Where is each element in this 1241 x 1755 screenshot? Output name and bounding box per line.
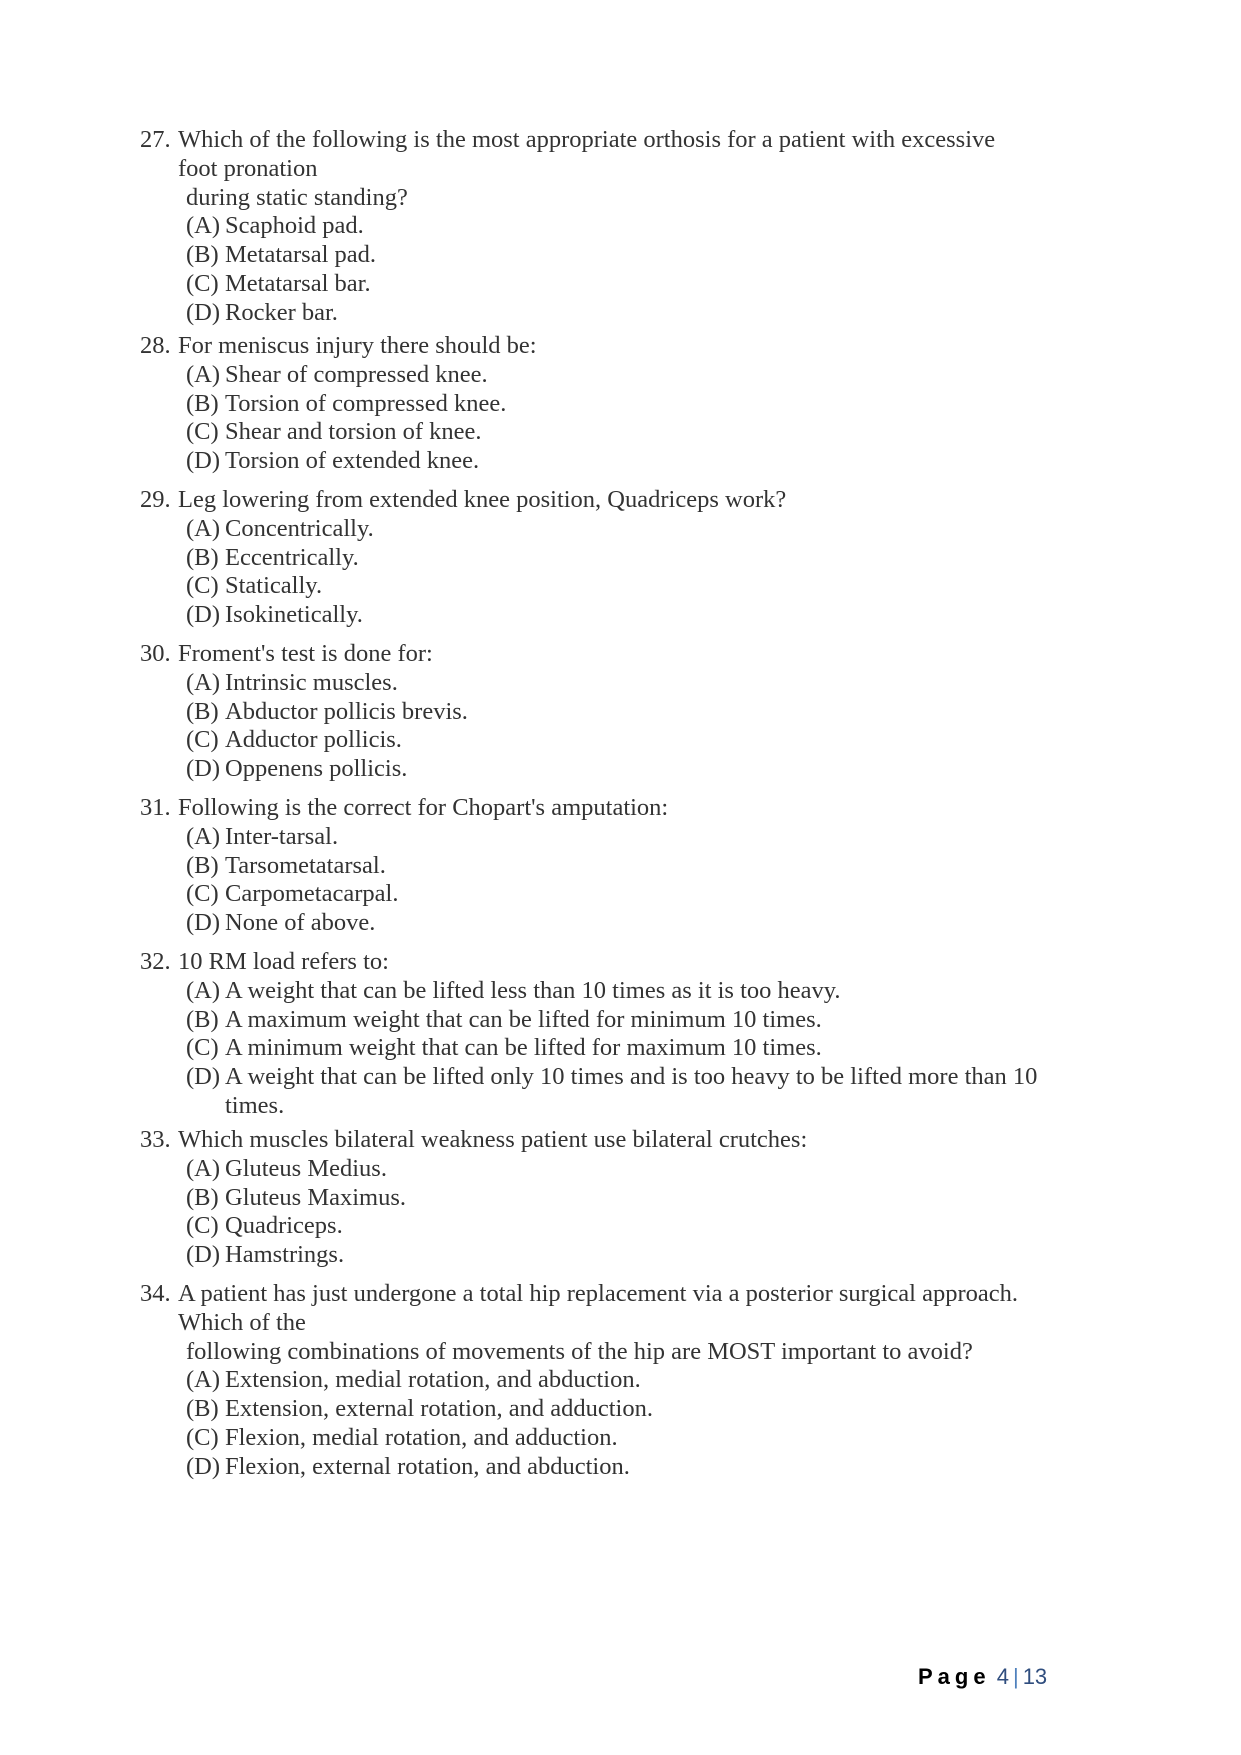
option-label: (B) — [186, 543, 219, 571]
question-34 — [140, 1280, 1100, 1482]
option-c — [186, 726, 1100, 755]
option-c — [186, 1424, 1100, 1453]
option-b — [186, 241, 1100, 270]
option-text: Flexion, medial rotation, and adduction. — [225, 1423, 618, 1451]
option-d — [186, 755, 1100, 784]
option-label: (B) — [186, 1183, 219, 1211]
page-footer — [918, 1664, 1047, 1690]
option-text: Torsion of compressed knee. — [225, 389, 507, 417]
question-stem-line: Which muscles bilateral weakness patient use bilateral crutches: — [178, 1126, 808, 1153]
option-c — [186, 1212, 1100, 1241]
option-label: (C) — [186, 418, 219, 446]
question-32 — [140, 948, 1100, 1121]
option-b — [186, 1006, 1100, 1035]
page-label: Page — [918, 1664, 991, 1689]
question-number: 31. — [140, 794, 171, 821]
question-stem-line: For meniscus injury there should be: — [178, 332, 537, 359]
option-label: (A) — [186, 514, 221, 542]
option-b — [186, 390, 1100, 419]
option-text: Extension, external rotation, and adduction. — [225, 1395, 653, 1423]
option-text: Shear of compressed knee. — [225, 360, 488, 388]
option-label: (D) — [186, 1452, 221, 1480]
option-text: Statically. — [225, 572, 323, 600]
option-list — [140, 977, 1100, 1121]
question-number: 33. — [140, 1126, 171, 1153]
option-label: (C) — [186, 880, 219, 908]
option-label: (A) — [186, 668, 221, 696]
option-label: (C) — [186, 1423, 219, 1451]
option-text: Carpometacarpal. — [225, 880, 399, 908]
option-text: A weight that can be lifted only 10 times and is too heavy to be lifted more than 10 times. — [225, 1063, 1038, 1119]
option-text: Scaphoid pad. — [225, 212, 364, 240]
question-28 — [140, 332, 1100, 476]
option-b — [186, 698, 1100, 727]
page-total: 13 — [1022, 1664, 1048, 1689]
option-label: (D) — [186, 909, 221, 937]
question-stem-line: 10 RM load refers to: — [178, 948, 389, 975]
option-list — [140, 1366, 1100, 1481]
option-text: Torsion of extended knee. — [225, 447, 480, 475]
option-label: (B) — [186, 389, 219, 417]
option-text: Inter-tarsal. — [225, 822, 339, 850]
option-label: (D) — [186, 1241, 221, 1269]
page-current: 4 — [996, 1664, 1009, 1689]
question-33 — [140, 1126, 1100, 1270]
option-text: A maximum weight that can be lifted for minimum 10 times. — [225, 1005, 822, 1033]
option-text: Rocker bar. — [225, 298, 338, 326]
option-a — [186, 669, 1100, 698]
option-text: Tarsometatarsal. — [225, 851, 386, 879]
option-d — [186, 909, 1100, 938]
question-29 — [140, 486, 1100, 630]
option-b — [186, 852, 1100, 881]
option-label: (B) — [186, 1395, 219, 1423]
option-text: A weight that can be lifted less than 10 times as it is too heavy. — [225, 976, 841, 1004]
option-text: A minimum weight that can be lifted for maximum 10 times. — [225, 1034, 822, 1062]
option-label: (C) — [186, 1212, 219, 1240]
option-text: Isokinetically. — [225, 601, 363, 629]
option-d — [186, 447, 1100, 476]
option-text: Concentrically. — [225, 514, 374, 542]
option-text: Eccentrically. — [225, 543, 359, 571]
question-stem-line: Which of the — [178, 1308, 306, 1336]
option-text: Oppenens pollicis. — [225, 755, 408, 783]
option-text: Abductor pollicis brevis. — [225, 697, 468, 725]
option-text: Intrinsic muscles. — [225, 668, 398, 696]
question-number: 28. — [140, 332, 171, 359]
option-a — [186, 977, 1100, 1006]
question-stem-line: foot pronation — [178, 154, 318, 182]
option-label: (C) — [186, 572, 219, 600]
option-b — [186, 1184, 1100, 1213]
question-number: 30. — [140, 640, 171, 667]
option-d — [186, 1453, 1100, 1482]
option-text: Hamstrings. — [225, 1241, 345, 1269]
option-list — [140, 515, 1100, 630]
page-separator: | — [1012, 1664, 1019, 1689]
option-a — [186, 515, 1100, 544]
option-a — [186, 212, 1100, 241]
question-number: 34. — [140, 1280, 171, 1307]
option-label: (D) — [186, 601, 221, 629]
option-text: Extension, medial rotation, and abduction. — [225, 1366, 641, 1394]
option-d — [186, 601, 1100, 630]
question-27 — [140, 126, 1100, 328]
option-d — [186, 1063, 1090, 1121]
option-list — [140, 1155, 1100, 1270]
question-stem-line: Which of the following is the most appropriate orthosis for a patient with excessive — [178, 126, 996, 153]
option-label: (B) — [186, 1005, 219, 1033]
option-list — [140, 823, 1100, 938]
option-label: (D) — [186, 755, 221, 783]
option-b — [186, 544, 1100, 573]
question-number: 32. — [140, 948, 171, 975]
question-stem-line: A patient has just undergone a total hip replacement via a posterior surgical approach. — [178, 1280, 1018, 1307]
option-label: (B) — [186, 851, 219, 879]
option-text: None of above. — [225, 909, 376, 937]
option-text: Metatarsal bar. — [225, 269, 371, 297]
question-31 — [140, 794, 1100, 938]
option-d — [186, 299, 1100, 328]
option-text: Adductor pollicis. — [225, 726, 402, 754]
option-label: (C) — [186, 726, 219, 754]
option-label: (A) — [186, 822, 221, 850]
question-stem-line: Froment's test is done for: — [178, 640, 433, 667]
option-label: (D) — [186, 1063, 221, 1091]
option-label: (B) — [186, 241, 219, 269]
question-30 — [140, 640, 1100, 784]
option-label: (A) — [186, 1154, 221, 1182]
option-label: (A) — [186, 1366, 221, 1394]
question-stem-continuation: during static standing? — [186, 183, 408, 211]
option-c — [186, 880, 1100, 909]
option-label: (A) — [186, 212, 221, 240]
option-text: Quadriceps. — [225, 1212, 343, 1240]
option-a — [186, 1155, 1100, 1184]
option-list — [140, 361, 1100, 476]
option-list — [140, 669, 1100, 784]
option-text: Metatarsal pad. — [225, 241, 377, 269]
option-label: (A) — [186, 360, 221, 388]
option-d — [186, 1241, 1100, 1270]
option-b — [186, 1395, 1100, 1424]
option-c — [186, 1034, 1100, 1063]
option-text: Gluteus Medius. — [225, 1154, 387, 1182]
option-a — [186, 1366, 1100, 1395]
question-stem-continuation: following combinations of movements of the hip are MOST important to avoid? — [186, 1337, 973, 1365]
question-number: 29. — [140, 486, 171, 513]
option-text: Shear and torsion of knee. — [225, 418, 482, 446]
option-label: (C) — [186, 1034, 219, 1062]
option-list — [140, 212, 1100, 327]
option-a — [186, 823, 1100, 852]
option-a — [186, 361, 1100, 390]
question-stem-line: Following is the correct for Chopart's amputation: — [178, 794, 669, 821]
option-label: (A) — [186, 976, 221, 1004]
option-c — [186, 270, 1100, 299]
option-text: Flexion, external rotation, and abduction. — [225, 1452, 630, 1480]
option-c — [186, 572, 1100, 601]
option-c — [186, 418, 1100, 447]
option-text: Gluteus Maximus. — [225, 1183, 407, 1211]
question-stem-line: Leg lowering from extended knee position, Quadriceps work? — [178, 486, 787, 513]
question-number: 27. — [140, 126, 171, 153]
option-label: (D) — [186, 447, 221, 475]
option-label: (D) — [186, 298, 221, 326]
option-label: (B) — [186, 697, 219, 725]
option-label: (C) — [186, 269, 219, 297]
